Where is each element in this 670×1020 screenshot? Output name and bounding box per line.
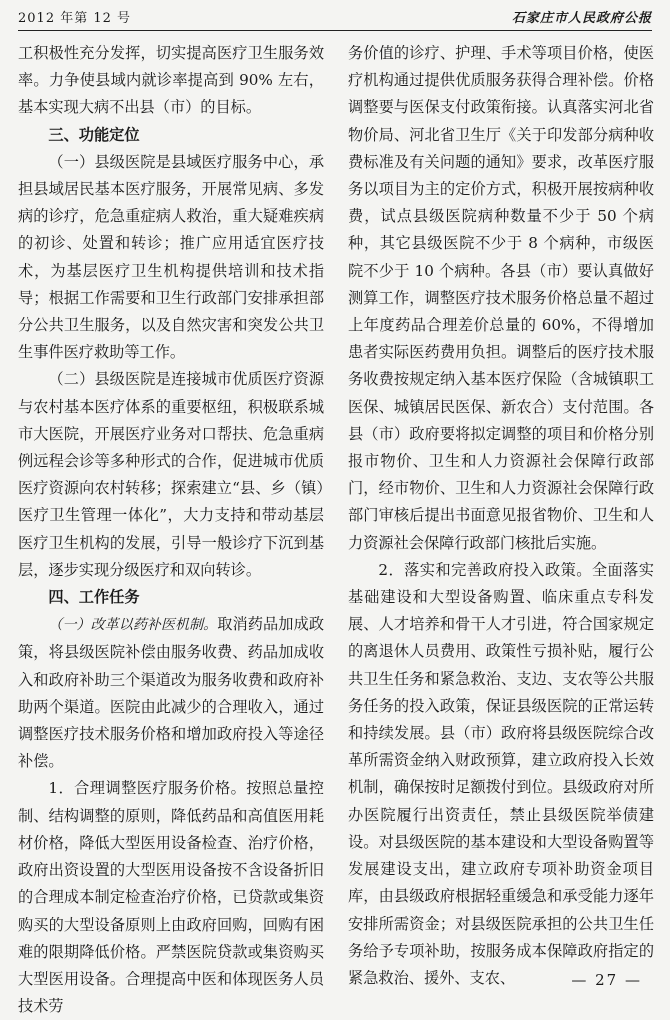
paragraph: 1．合理调整医疗服务价格。按照总量控制、结构调整的原则，降低药品和高值医用耗材价格，降低大型医用设备检查、治疗价格，政府出资设置的大型医用设备按不含设备折旧的合理成本制定检查治疗价格，已贷款或集资购买的大型设备原则上由政府回购，回购有困难的限期降低价格。严禁医院贷款或集资购买大型医用设备。合理提高中医和体现医务人员技术劳 xyxy=(18,779,324,1016)
paragraph: 工积极性充分发挥，切实提高医疗卫生服务效率。力争使县域内就诊率提高到 90% 左右，基本实现大病不出县（市）的目标。 xyxy=(18,44,324,117)
section-heading: 四、工作任务 xyxy=(48,588,140,607)
subsection-label: （一）改革以药补医机制。 xyxy=(48,617,218,634)
paragraph: （一）县级医院是县域医疗服务中心，承担县域居民基本医疗服务，开展常见病、多发病的诊疗，危急重症病人救治，重大疑难疾病的初诊、处置和转诊；推广应用适宜医疗技术，为基层医疗卫生机构提供培训和技术指导；根据工作需要和卫生行政部门安排承担部分公共卫生服务，以及自然灾害和突发公共卫生事件医疗救助等工作。 xyxy=(18,152,324,362)
page-number: — 27 — xyxy=(571,971,642,989)
publication-title: 石家庄市人民政府公报 xyxy=(511,11,652,26)
page-header xyxy=(18,8,652,31)
paragraph: （二）县级医院是连接城市优质医疗资源与农村基本医疗体系的重要枢纽，积极联系城市大医院，开展医疗业务对口帮扶、危急重病例远程会诊等多种形式的合作，促进城市优质医疗资源向农村转移；探索建立“县、乡（镇）医疗卫生管理一体化”，大力支持和带动基层医疗卫生机构的发展，引导一般诊疗下沉到基层，逐步实现分级医疗和双向转诊。 xyxy=(18,370,324,579)
paragraph xyxy=(18,611,324,775)
paragraph: 务价值的诊疗、护理、手术等项目价格，使医疗机构通过提供优质服务获得合理补偿。价格调整要与医保支付政策衔接。认真落实河北省物价局、河北省卫生厅《关于印发部分病种收费标准及有关问题的通知》要求，改革医疗服务以项目为主的定价方式，积极开展按病种收费，试点县级医院病种数量不少于 50 个病种，其它县级医院不少于 8 个病种，市级医院不少于 10 个病种。各县（市）要认真做好测算工作，调整医疗技术服务价格总量不超过上年度药品合理差价总量的 60%，不得增加患者实际医药费用负担。调整后的医疗技术服务收费按规定纳入基本医疗保险（含城镇职工医保、城镇居民医保、新农合）支付范围。各县（市）政府要将拟定调整的项目和价格分别报市物价、卫生和人力资源社会保障行政部门，经市物价、卫生和人力资源社会保障行政部门审核后提出书面意见报省物价、卫生和人力资源社会保障行政部门核批后实施。 xyxy=(348,44,654,552)
section-heading: 三、功能定位 xyxy=(48,125,140,144)
paragraph-text: 取消药品加成政策，将县级医院补偿由服务收费、药品加成收入和政府补助三个渠道改为服务收费和政府补助两个渠道。医院由此减少的合理收入，通过调整医疗技术服务价格和增加政府投入等途径补偿。 xyxy=(18,615,325,771)
left-column xyxy=(18,40,324,1020)
right-column xyxy=(348,40,654,992)
issue-label: 2012 年第 12 号 xyxy=(18,11,132,26)
paragraph: 2．落实和完善政府投入政策。全面落实基础建设和大型设备购置、临床重点专科发展、人才培养和骨干人才引进，符合国家规定的离退休人员费用、政策性亏损补贴，履行公共卫生任务和紧急救治、支边、支农等公共服务任务的投入政策，保证县级医院的正常运转和持续发展。县（市）政府将县级医院综合改革所需资金纳入财政预算，建立政府投入长效机制，确保按时足额拨付到位。县级政府对所办医院履行出资责任，禁止县级医院举债建设。对县级医院的基本建设和大型设备购置等发展建设支出，建立政府专项补助资金项目库，由县级政府根据轻重缓急和承受能力逐年安排所需资金；对县级医院承担的公共卫生任务给予专项补助，按服务成本保障政府指定的紧急救治、援外、支农、 xyxy=(348,560,654,987)
